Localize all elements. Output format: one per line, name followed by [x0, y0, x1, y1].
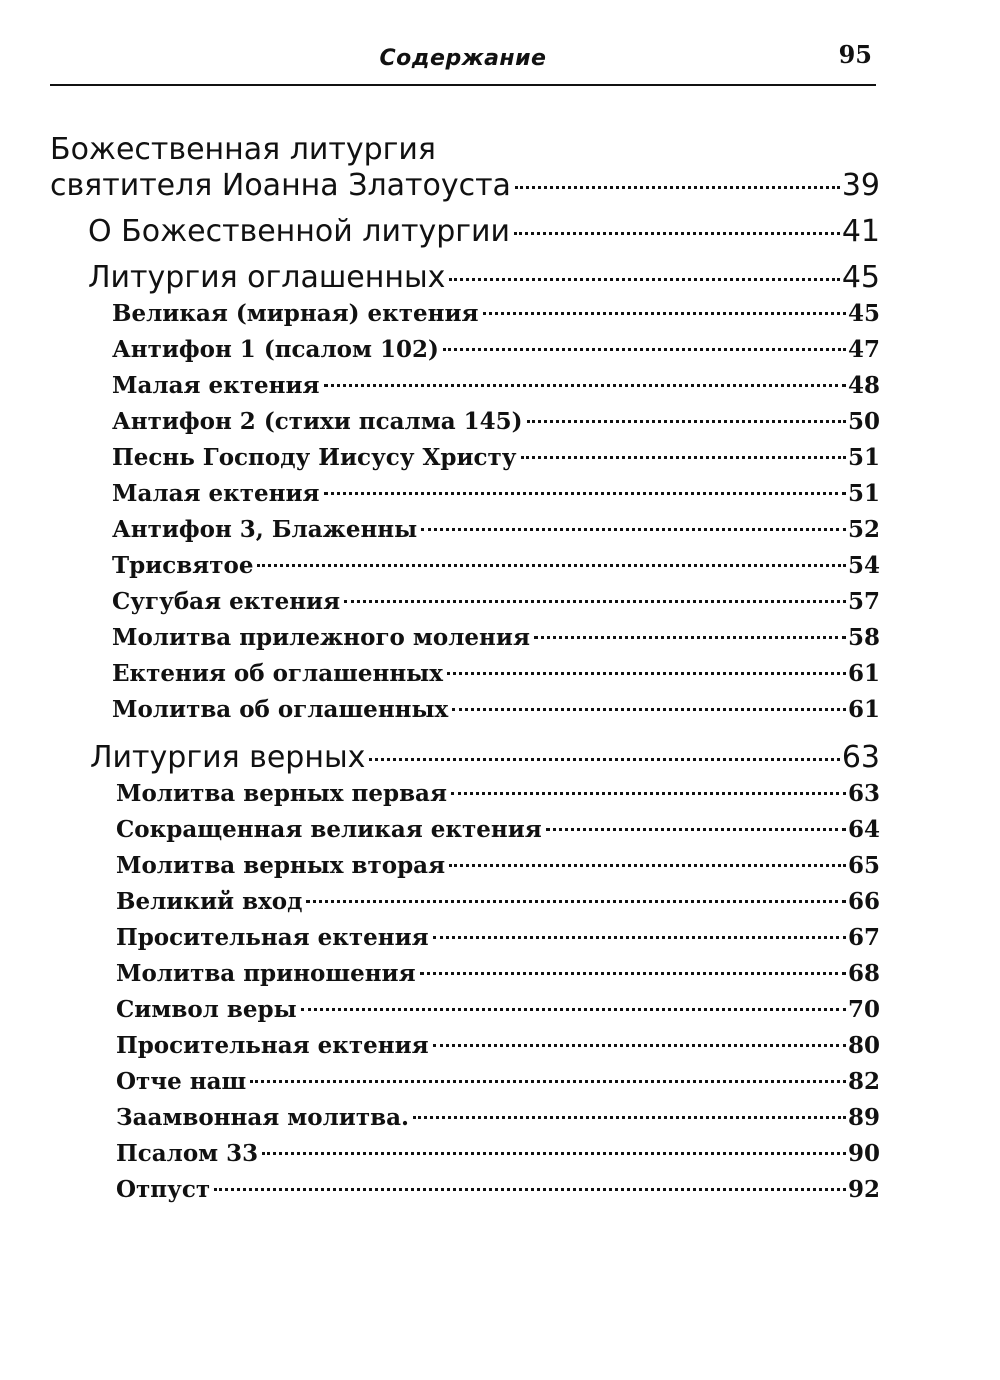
toc-label: Псалом 33 [116, 1140, 259, 1167]
dot-leader [515, 186, 840, 189]
toc-label: Сугубая ектения [112, 588, 341, 615]
toc-entry[interactable] [116, 1176, 880, 1203]
toc-label: Ектения об оглашенных [112, 660, 443, 687]
toc-entry[interactable] [116, 1140, 880, 1167]
toc-entry[interactable] [112, 696, 880, 723]
toc-entry[interactable] [112, 300, 880, 327]
dot-leader [483, 312, 846, 315]
toc-label: Антифон 2 (стихи псалма 145) [112, 408, 523, 435]
toc-page: 52 [847, 516, 880, 543]
toc-page: 45 [841, 260, 880, 295]
toc-label: Великая (мирная) ектения [112, 300, 479, 327]
toc-page: 41 [841, 214, 880, 249]
dot-leader [452, 708, 846, 711]
toc-entry[interactable] [116, 960, 880, 987]
dot-leader [521, 456, 846, 459]
dot-leader [420, 972, 846, 975]
toc-entry[interactable] [116, 996, 880, 1023]
toc-label: Малая ектения [112, 372, 320, 399]
toc-label: Молитва приношения [116, 960, 416, 987]
toc-entry[interactable] [112, 552, 880, 579]
toc-entry[interactable] [112, 660, 880, 687]
toc-page: 51 [847, 480, 880, 507]
toc-entry[interactable] [112, 372, 880, 399]
toc-entry[interactable] [116, 1068, 880, 1095]
toc-label: Символ веры [116, 996, 297, 1023]
dot-leader [443, 348, 846, 351]
toc-entry[interactable] [116, 780, 880, 807]
toc-entry[interactable] [112, 336, 880, 363]
dot-leader [301, 1008, 846, 1011]
toc-entry[interactable] [112, 624, 880, 651]
dot-leader [433, 936, 846, 939]
toc-entry-main[interactable] [50, 168, 880, 203]
toc-page: 63 [841, 740, 880, 775]
toc-page: 48 [847, 372, 880, 399]
toc-main-title-line1: Божественная литургия [50, 132, 436, 167]
toc-label: святителя Иоанна Златоуста [50, 168, 511, 203]
dot-leader [369, 758, 839, 761]
toc-label: О Божественной литургии [88, 214, 510, 249]
toc-label: Антифон 1 (псалом 102) [112, 336, 439, 363]
toc-label: Антифон 3, Блаженны [112, 516, 418, 543]
running-title: Содержание [379, 46, 547, 71]
dot-leader [344, 600, 846, 603]
toc-page: 63 [847, 780, 880, 807]
dot-leader [324, 384, 846, 387]
toc-page: 68 [847, 960, 880, 987]
toc-label: Литургия оглашенных [88, 260, 446, 295]
dot-leader [214, 1188, 846, 1191]
toc-page: 61 [847, 696, 880, 723]
toc-page: 54 [847, 552, 880, 579]
toc-page: 57 [847, 588, 880, 615]
toc-entry[interactable] [116, 1032, 880, 1059]
dot-leader [262, 1152, 846, 1155]
dot-leader [449, 278, 839, 281]
dot-leader [413, 1116, 846, 1119]
page-number: 95 [838, 40, 872, 69]
toc-page: 92 [847, 1176, 880, 1203]
dot-leader [527, 420, 846, 423]
dot-leader [534, 636, 846, 639]
toc-page: 80 [847, 1032, 880, 1059]
toc-entry[interactable] [116, 888, 880, 915]
toc-entry[interactable] [116, 924, 880, 951]
toc-page: 58 [847, 624, 880, 651]
toc-page: 66 [847, 888, 880, 915]
toc-entry[interactable] [112, 408, 880, 435]
toc-entry[interactable] [112, 516, 880, 543]
toc-page: 45 [847, 300, 880, 327]
toc-label: Трисвятое [112, 552, 254, 579]
toc-label: Отпуст [116, 1176, 211, 1203]
dot-leader [433, 1044, 846, 1047]
page-header [50, 38, 876, 86]
toc-label: Молитва верных вторая [116, 852, 446, 879]
toc-page: 89 [847, 1104, 880, 1131]
dot-leader [449, 864, 846, 867]
dot-leader [546, 828, 846, 831]
toc-label: Молитва прилежного моления [112, 624, 530, 651]
toc-page: 51 [847, 444, 880, 471]
toc-label: Великий вход [116, 888, 303, 915]
dot-leader [447, 672, 846, 675]
toc-page: 61 [847, 660, 880, 687]
dot-leader [250, 1080, 846, 1083]
toc-page: 64 [847, 816, 880, 843]
toc-page: 39 [841, 168, 880, 203]
toc-entry[interactable] [116, 816, 880, 843]
toc-entry-faithful[interactable] [90, 740, 880, 775]
toc-entry[interactable] [112, 480, 880, 507]
toc-entry-about[interactable] [88, 214, 880, 249]
toc-entry-catechumens[interactable] [88, 260, 880, 295]
toc-page: 47 [847, 336, 880, 363]
toc-label: Просительная ектения [116, 924, 429, 951]
toc-label: Отче наш [116, 1068, 247, 1095]
toc-page: 65 [847, 852, 880, 879]
toc-label: Просительная ектения [116, 1032, 429, 1059]
toc-label: Молитва верных первая [116, 780, 447, 807]
toc-entry[interactable] [116, 1104, 880, 1131]
toc-page: 90 [847, 1140, 880, 1167]
dot-leader [306, 900, 846, 903]
toc-entry[interactable] [116, 852, 880, 879]
dot-leader [514, 232, 840, 235]
toc-label: Сокращенная великая ектения [116, 816, 542, 843]
toc-page: 50 [847, 408, 880, 435]
toc-label: Заамвонная молитва. [116, 1104, 410, 1131]
dot-leader [421, 528, 846, 531]
toc-label: Малая ектения [112, 480, 320, 507]
toc-entry[interactable] [112, 588, 880, 615]
toc-page: 82 [847, 1068, 880, 1095]
dot-leader [451, 792, 846, 795]
toc-entry[interactable] [112, 444, 880, 471]
toc-page: 67 [847, 924, 880, 951]
dot-leader [257, 564, 846, 567]
toc-page: 70 [847, 996, 880, 1023]
toc-label: Молитва об оглашенных [112, 696, 449, 723]
toc-label: Песнь Господу Иисусу Христу [112, 444, 517, 471]
toc-label: Литургия верных [90, 740, 366, 775]
dot-leader [324, 492, 846, 495]
